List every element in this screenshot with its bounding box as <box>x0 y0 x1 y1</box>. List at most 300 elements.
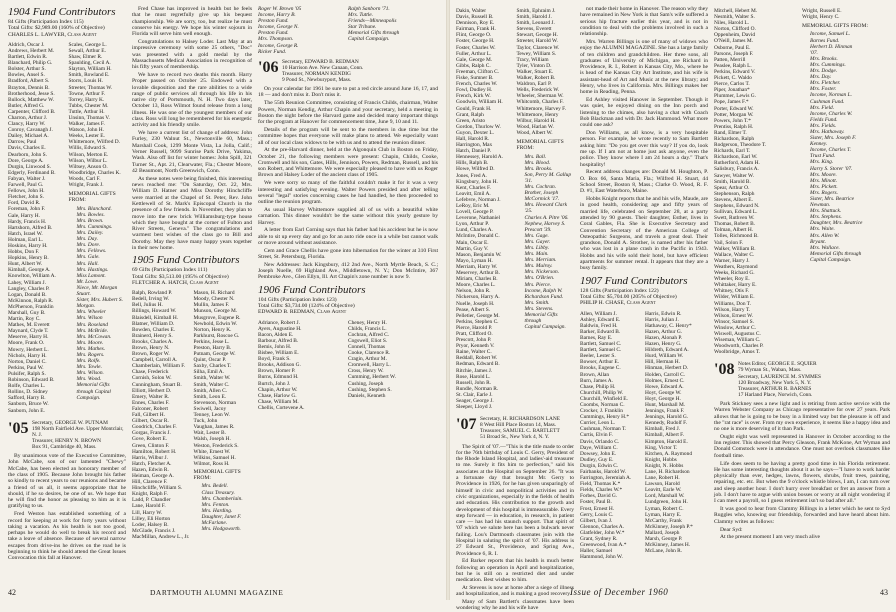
contributor-name: Hobbs, Don F. <box>8 249 40 256</box>
box07-secretary: Secretary, H. RICHARDSON LANE <box>480 416 561 423</box>
contributor-name: Daniels, Kenneth <box>348 392 386 399</box>
article-paragraph: New Addresses: Jack Kingsbury, 412 2nd Ave., North Myrtle Beach, S. C.; Joseph Nuelle, 69 Highland Ave., Middletown, N. Y.; Don McIntire, 367 Pembroke Ave., Glen Ellyn, Ill. Art Chapin's zone number is now 9. <box>258 261 438 281</box>
fund-1907-names-a <box>580 311 642 561</box>
contributor-name: Smith, Harold J. <box>516 14 552 21</box>
class-box-05 <box>8 420 126 450</box>
contributor-name: Lyman, Harry E. <box>645 511 682 518</box>
right-column-2 <box>580 6 708 578</box>
memorial-giver: Roger W. Brown '05 <box>258 6 302 12</box>
box06-treasurer: Treasurer, NORMAN KENDIG <box>282 70 351 77</box>
fund-1907-memorial-list <box>810 31 888 263</box>
article-paragraph: As these notes were being finished, this interesting news reached me: "On Saturday, Oct. 22, Mrs. William D. Hatner and Miss Dorothy Hinchcliffe were married at the Chapel of St. Peter, Rev. John Kettlewell of St. Mark's Episcopal Church in the presence of a few friends. In November, they plan to move into the new brick Williamsburg-type house which they have bought at the corner of Fulton and River Streets, Geneva." The congratulations and warmest best wishes of the class go to Bill and Dorothy. May they have many happy years together in their new home. <box>132 175 252 251</box>
memorial-giver: Memorial Gifts through <box>524 312 558 325</box>
contributor-name: Bartlett, Samuel C. <box>580 341 622 348</box>
contributor-name: Emery, Walter R. <box>132 393 170 400</box>
contributor-name: Seager, George J. <box>456 398 494 404</box>
box08-treasurer: Treasurer, ARTHUR R. BARNES <box>738 385 812 392</box>
memorial-giver: Mrs. King. <box>810 159 834 166</box>
contributor-name: French, Charles W. <box>456 81 498 88</box>
memorial-giver: Son, Perry M. Gallup <box>524 171 572 178</box>
contributor-name: Goodwin, William H. <box>456 99 503 106</box>
memorial-giver: Mrs. Roseland <box>76 321 108 328</box>
memorial-giver: Mrs. Stevens. <box>524 305 554 312</box>
article-paragraph: As usual Harvey Whittemore supplied all of us with a beautiful white carnation. This dinner wouldn't be the same without this yearly gesture by Harvey. <box>258 206 438 226</box>
contributor-name: Foster, Paul B. <box>580 499 612 506</box>
contributor-name: Whitney, Otis F. <box>714 288 750 295</box>
article-paragraph: Ed Barker reports that his health is much better following an operation in April and hospitalization, but he is still on a restricted diet and under medication. Best wishes to him. <box>456 558 574 584</box>
contributor-name: Ayers, Augustine H. <box>258 325 302 332</box>
fund-1905-names-a <box>132 290 191 540</box>
contributor-name: Rose, Harold L. <box>456 373 491 380</box>
contributor-name: Munson, George M. <box>193 308 238 315</box>
contributor-name: Brown, Henry N. <box>132 345 170 352</box>
contributor-name: Vaughan, James R. <box>193 424 235 431</box>
contributor-name: Lane, Harold F. <box>132 503 166 510</box>
contributor-name: Foreman, John F. <box>8 206 46 213</box>
contributor-name: Pease, Albert S. <box>456 306 491 313</box>
memorial-giver: Bryant. <box>810 238 827 245</box>
contributor-name: Nelson, John R. <box>456 288 491 295</box>
contributor-name: Parsons, Joseph F. <box>714 50 754 57</box>
contributor-name: Taylor, Clarence W. <box>516 44 560 51</box>
class-year-07: '07 <box>456 416 477 434</box>
contributor-name: Miriam, Charles B. <box>456 276 498 283</box>
contributor-name: Vail, Solon F. <box>714 239 744 246</box>
contributor-name: Bartlett, Edwin R. <box>8 54 48 61</box>
memorial-giver: Miss Lamont. <box>76 272 106 279</box>
contributor-name: Lyon, Arthur P. <box>456 221 489 228</box>
memorial-giver: Income, Charles W. <box>810 110 853 117</box>
contributor-name: Fowl, Dudley H. <box>456 87 493 94</box>
contributor-name: Nickerson, Harry A. <box>456 294 500 301</box>
box05-treasurer-address: Box 91, Cambridge 40, Mass. <box>32 443 97 450</box>
contributor-name: Chellis, Cortevene A. <box>258 404 305 411</box>
contributor-name: Hazen, Henry G. <box>645 341 682 348</box>
memorial-giver: Richardson Fund. <box>524 293 564 300</box>
memorial-giver: Class Treasury. <box>201 489 235 496</box>
memorial-giver: Mrs. Rogers. <box>810 189 839 196</box>
memorial-giver: Income, Norman L. <box>810 92 852 99</box>
class-box-07 <box>456 416 574 440</box>
contributor-name: Lilley, Eli Horton <box>132 515 171 522</box>
memorial-giver: Mrs. McCowan. <box>76 333 112 340</box>
contributor-name: Peaslee, Ralph L. <box>714 62 752 69</box>
contributor-name: Mowry, Herbert L. <box>8 346 49 353</box>
contributor-name: Tracy, William <box>516 56 549 63</box>
memorial-giver: Mrs. Pierce. <box>524 281 552 288</box>
fund-1905-memorial-title: MEMORIAL GIFTS FROM: <box>193 468 241 482</box>
memorial-giver: Mrs. Hall. <box>76 260 99 267</box>
contributor-name: White, Ernest W. <box>193 448 231 455</box>
article-paragraph: On your calendar for 1961 be sure to put a red circle around June 16, 17, and 18 — and don't miss it. Don't miss it. <box>258 86 438 99</box>
contributor-name: Wood, Albert W. <box>516 129 553 136</box>
contributor-name: Lyman, Robert C. <box>645 505 684 512</box>
contributor-name: Weston, Frederick S. <box>193 442 239 449</box>
contributor-name: Harris, Edwin R. <box>645 310 682 317</box>
contributor-name: Farrington, Jeremiah A. <box>580 475 632 482</box>
box06-address: 10 Harrison Ave. New Canaan, Conn. <box>282 64 364 71</box>
contributor-name: Bell, Julius H. <box>132 302 163 309</box>
article-paragraph: Mrs. Warren Billings is one of many of widows who enjoy the ALUMNI MAGAZINE. She has a large family of ten children and grandchildren. Her three sons, all graduates of University of Michigan, are Richard in Providence, R. I., Robert in Kansas City, Mo., where he is head of the Kansas City Art Institute, and his wife is assistant-head of Art and Music at the new library; and Henry, who lives in California. Mrs. Billings makes her home in Reading, Penna. <box>580 38 708 96</box>
contributor-name: Davis, Charles E. <box>8 145 46 152</box>
contributor-name: Brooks, Eugene C. <box>580 365 621 372</box>
contributor-name: Martin, Roy C. <box>8 316 41 323</box>
fund-1907-memorial-title: MEMORIAL GIFTS FROM: <box>802 23 868 30</box>
memorial-giver: Preston Fund. <box>258 18 289 25</box>
contributor-name: Forbes, David G. <box>580 493 618 500</box>
contributor-name: Frost, Ernest H. <box>580 505 615 512</box>
contributor-name: Brainerd, Henry S. <box>132 332 173 339</box>
contributor-name: Hoskins, Harry H. <box>8 242 48 249</box>
contributor-name: Mayo, Lyman H. <box>456 257 493 264</box>
contributor-name: Gale, George M. <box>456 56 493 63</box>
memorial-giver: Mrs. Cochran. <box>524 184 557 191</box>
contributor-name: Hill, Clarence F. <box>132 479 168 486</box>
contributor-name: Hill, Herman H. <box>645 359 681 366</box>
contributor-name: Perkins, Stephen C. <box>456 318 499 325</box>
contributor-name: Howe, Edward A. <box>645 383 684 390</box>
article-paragraph: At the present moment I am very much alive <box>720 534 821 541</box>
contributor-name: Ennes, Charles F. <box>132 399 170 406</box>
memorial-giver: '25. <box>524 208 533 215</box>
memorial-giver: '31. <box>524 177 533 184</box>
contributor-name: Cummings, Henry H.* <box>580 414 630 421</box>
contributor-name: Hamilton, Robert H. <box>132 448 177 455</box>
contributor-name: Whittaker, Harry E. <box>714 282 757 289</box>
contributor-name: Chase, William M. <box>258 398 299 405</box>
contributor-name: Parkhurst, Roscoe G. <box>193 332 240 339</box>
contributor-name: Mason, Benjamin W. <box>456 251 502 258</box>
fund-1906-names-b <box>348 320 434 411</box>
contributor-name: Brown, Roger W. <box>132 351 170 358</box>
contributor-name: Green, Clinton F. <box>132 442 170 449</box>
contributor-name: Blatner, William D. <box>132 320 175 327</box>
contributor-name: Stephenson, Ralph <box>714 190 755 197</box>
article-paragraph: Recent address changes are: Donald M. Houghton, P. O. Box 66, Santa Maria, Fla.; Wilfred H. Stuart, 44 School Street, Boston 8, Mass.; Clarke O. Wood, R. F. D. #1, East Waterboro, Maine. <box>580 169 708 195</box>
contributor-name: Newbold, Edwin W. <box>193 320 238 327</box>
contributor-name: Marsh, George P. <box>645 536 683 543</box>
contributor-name: Tolles, Richmond B. <box>714 233 759 240</box>
contributor-name: Wheeler, Roy E. <box>714 276 750 283</box>
right-col3-paragraphs <box>714 401 890 541</box>
contributor-name: Gerry, Louis C. <box>580 511 614 518</box>
memorial-giver: Mrs. Wilson. <box>76 370 104 377</box>
box08-secretary-address: 120 Broadway, New York 5, N. Y. <box>738 379 812 386</box>
contributor-name: Jennings, Harold G. <box>645 414 689 421</box>
contributor-name: Edgerly, Ferdinand B. <box>8 169 56 176</box>
memorial-giver: Ralph Sanborn '71. <box>348 6 390 12</box>
contributor-name: Clancy, Harry W. <box>8 121 46 128</box>
fund-1907-names-c <box>714 8 798 355</box>
contributor-name: Spaulding, Cecil A. <box>68 60 111 67</box>
memorial-giver: Mrs. Cummings. <box>810 61 846 68</box>
contributor-name: Hunt, Albert W. <box>8 261 43 268</box>
contributor-name: Pryor, Kenneth V. <box>456 343 495 350</box>
contributor-name: Gorgas, Francis J. <box>132 430 171 437</box>
contributor-name: Aldrich, Oscar J. <box>8 41 45 48</box>
contributor-name: French, Kirk W. <box>456 93 491 100</box>
contributor-name: Churchill, Philip W. <box>580 389 624 396</box>
contributor-name: Slayton, William H. <box>68 66 112 73</box>
contributor-name: Balph, Rowland P. <box>132 290 173 297</box>
contributor-name: Wiswell, Augustus C. <box>714 330 761 337</box>
contributor-name: Bullock, Matthew W. <box>8 96 55 103</box>
contributor-name: Connell, Thomas <box>348 344 386 350</box>
contributor-name: Pulsifer, Ralph S. <box>8 370 46 377</box>
fund-1904-names-b <box>69 42 127 188</box>
memorial-giver: Mrs. Ball. <box>524 153 547 160</box>
contributor-name: Wright, Frank J. <box>68 182 104 189</box>
contributor-name: Stevenson, Norman <box>193 399 237 406</box>
contributor-name: McLane, John R. <box>645 548 683 555</box>
fund-1904-lists <box>8 40 126 416</box>
contributor-name: Stevens, Everett <box>516 26 552 33</box>
contributor-name: Wilson, Wilbur L. <box>68 157 108 164</box>
contributor-name: Maynard, Clyde T. <box>8 328 49 335</box>
contributor-name: Hatch, Daniel P. <box>456 148 492 155</box>
memorial-giver: Mrs. Minott. <box>810 177 838 184</box>
contributor-name: Wright, Henry C. <box>802 14 840 21</box>
memorial-giver: Sister, Mrs. Beatrice <box>810 196 855 203</box>
contributor-name: Fletcher, John S. <box>8 194 45 201</box>
contributor-name: Childs, Francis L. <box>348 325 387 332</box>
contributor-name: Osborne, Paul E. <box>714 44 751 51</box>
contributor-name: Lundgreen, John H. <box>645 499 688 506</box>
contributor-name: Pierce, Carlos T. <box>714 81 750 88</box>
contributor-name: Gale, Harry H. <box>8 212 41 219</box>
memorial-giver: Mrs. Wood. <box>76 376 102 383</box>
left-column-2 <box>132 6 252 578</box>
memorial-giver: Income, Samuel L. <box>810 31 851 38</box>
contributor-name: Davis, Orlando C. <box>580 438 620 445</box>
contributor-name: Main, Oscar E. <box>456 239 489 246</box>
contributor-name: Brayton, Dennis B. <box>8 84 50 91</box>
fund-1904-memorial-title: MEMORIAL GIFTS FROM: <box>68 191 116 204</box>
memorial-giver: Mrs. Wheeler <box>76 309 106 316</box>
left-footer: DARTMOUTH ALUMNI MAGAZINE <box>150 588 284 597</box>
contributor-name: Bemis, John H. <box>258 344 292 350</box>
contributor-name: Bacon, Alden E. <box>258 331 294 338</box>
memorial-giver: Herbert D. Hinman <box>810 43 853 50</box>
memorial-giver: Stuart. <box>76 291 92 298</box>
memorial-giver: Mrs. Dore. <box>76 242 101 249</box>
contributor-name: Smith, Leon E. <box>193 393 227 400</box>
contributor-name: O'Neill, James M. <box>714 38 754 45</box>
right-page-number: 43 <box>880 588 888 597</box>
fund-1905-gifts: 69 Gifts (Participation Index 111) <box>132 267 208 274</box>
contributor-name: Smith, Ephraim J. <box>516 8 556 14</box>
fund-1907-names-d <box>802 8 888 20</box>
contributor-name: Hatch, Israel W. <box>8 230 43 237</box>
contributor-name: Brooks, Addison G. <box>258 362 301 369</box>
contributor-name: Gilbert, Oscar R. <box>132 418 169 425</box>
contributor-name: Gould, Frank H. <box>456 105 492 112</box>
left-column-1 <box>8 6 126 578</box>
fund-1906-cont-names-a <box>456 8 514 410</box>
contributor-name: Bartlett, Samuel C. <box>580 347 622 354</box>
fund-1905-agent: FLETCHER A. HATCH, Class Agent <box>132 279 219 286</box>
contributor-name: Gove, Robert E. <box>132 436 168 443</box>
contributor-name: Lane, H. Richardson <box>645 469 690 475</box>
memorial-giver: Mrs. Fellows. <box>76 248 107 255</box>
issue-footer: Issue of December 1960 <box>570 587 669 597</box>
contributor-name: Fields, Charles W.* <box>580 487 623 494</box>
contributor-name: Marshall, Guy B. <box>8 310 46 317</box>
contributor-name: Harris, Wilbur J. <box>132 454 168 461</box>
contributor-name: Rutherford, Adam H. <box>714 160 760 167</box>
fund-1904-memorial-list <box>77 206 127 401</box>
contributor-name: King, Victor T. <box>645 444 678 451</box>
contributor-name: Hildreth, Edward A. <box>645 347 689 354</box>
contributor-name: Sewall, Arthur E. <box>68 47 106 54</box>
box05-treasurer: Treasurer, HENRY N. BROWN <box>32 437 102 444</box>
contributor-name: Blaisdell, Kimball H. <box>132 314 179 321</box>
memorial-giver: Trust Fund. <box>810 153 836 160</box>
memorial-giver: Mrs. Fenton. <box>201 501 230 508</box>
contributor-name: Fuller, Arthur L. <box>456 50 492 57</box>
memorial-giver: Income, Harry B. <box>258 12 296 19</box>
contributor-name: Meservey, Arthur B. <box>456 270 500 277</box>
contributor-name: Gibbs, Ralph C. <box>456 62 491 69</box>
contributor-name: Fall, Gilbert H. <box>132 412 165 419</box>
contributor-name: Bowden, Charles E. <box>132 326 176 333</box>
contributor-name: Ashley, Edward E. <box>580 316 621 323</box>
contributor-name: Holden, Carroll C. <box>645 371 686 378</box>
class-year-06: '06 <box>258 58 279 76</box>
memorial-giver: Mrs. Pickett. <box>810 183 838 190</box>
contributor-name: Chapin, Arthur W. <box>258 386 298 393</box>
memorial-giver: Mrs. Moore. <box>76 339 104 346</box>
contributor-name: Pickett, C. Waldo <box>714 75 752 82</box>
contributor-name: Wright, Russell E. <box>802 8 842 14</box>
article-paragraph: At Stevens is now at home after a siege of illness and hospitalization, and is making a good recovery. <box>456 585 574 598</box>
memorial-giver: Mrs. Day. <box>810 74 832 81</box>
fund-1907-gifts: 128 Gifts (Participation Index 122) <box>580 287 659 294</box>
contributor-name: Elliott, Herbert D. <box>132 387 172 394</box>
fund-1904-agent: CHARLES L. LAWYER, Class Agent <box>8 31 97 38</box>
contributor-name: Logan, Donald B. <box>8 291 47 298</box>
memorial-giver: Mrs. Dailey. <box>76 230 104 237</box>
contributor-name: McKinnon, Ralph R. <box>8 297 54 304</box>
memorial-giver: Nephew, Harvey S. <box>524 220 566 227</box>
contributor-name: Kitchen, A. Raymond <box>645 450 693 457</box>
contributor-name: Fabyan, Walter J. <box>8 175 46 182</box>
contributor-name: Dearborn, John S. <box>8 151 47 158</box>
contributor-name: Pope, James F.* <box>714 99 749 106</box>
memorial-giver: Brother, Joseph <box>524 190 559 197</box>
contributor-name: Brown, Homer P. <box>258 368 296 375</box>
contributor-name: Storrs, Louis H. <box>68 78 103 85</box>
contributor-name: Beeler, Lester S. <box>580 353 616 360</box>
contributor-name: Chamberlain, William F. <box>132 363 186 370</box>
contributor-name: Brooks, Charles A. <box>132 338 174 345</box>
contributor-name: Saxby, Charles T. <box>193 363 232 370</box>
memorial-giver: Mrs. O'Brien. <box>524 275 555 282</box>
article-paragraph: Life does seem to be having a pretty good time in his Florida retirement. He has some interesting thoughts about it as he says—"I have to work harder physically than ever, hedges, lawns, flowers, shrubs, fruit trees, painting, repairing, etc. etc. But when the 9 o'clock whistle blows, I am, I can turn over and sleep another hour. I don't hurry over breakfast or fret an answer from a job. I don't have to argue with union bosses or worry at all night wondering if I can meet a payroll, so I guess retirement isn't so bad after all." <box>714 460 890 505</box>
contributor-name: Barnes, Ray E. <box>580 334 613 341</box>
contributor-name: Walker, Robert B. <box>516 75 556 82</box>
memorial-giver: Memorial Gifts through <box>348 30 400 37</box>
memorial-giver: Mrs. Chamberlain. <box>201 495 243 502</box>
contributor-name: Carpenter, Clifford B. <box>8 108 56 115</box>
contributor-name: Plummer, Lewis G. <box>714 93 757 100</box>
contributor-name: Dore, George A. <box>8 157 44 164</box>
article-paragraph: The Spirit of '07.—"This is the title made to order for the 76th birthday of Louis C. Gerry, President of the Rhode Island Hospital, and ladies'-aid treasurer to me. Surely it fits him to perfection," said his associates at the Hospital on September 26. "It was a fortunate day that brought Mr. Gerry to Providence in 1926, for he has given unsparingly of himself in civic and nonpolitical activities and in civic organizations, especially in the fields of health and education. His contribution to the growth and development of this hospital is immeasurable. Every step forward — in education, in research, in patient care — has had his staunch support. That spirit of '07 which we salute here has been a bulwark never failing. Lou's Dartmouth classmates join with the Hospital in saluting the spirit of '07. His address is 27 Edward St., Providence, and Spring Ave., Providence 6, R. I. <box>456 443 574 557</box>
contributor-name: Charron, Arthur J. <box>8 115 48 122</box>
contributor-name: Hinchcliffe, William S. <box>132 485 183 492</box>
memorial-giver: Mrs. Gale. <box>76 254 100 261</box>
contributor-name: Martin, Guy V. <box>456 245 489 252</box>
article-paragraph: Park Stickney sees a new light and is retiring from active service with the Warren Webster Company as Chicago representative for over 27 years. Park allows that he is going to be busy in a limited way but the pleasure is off and the "rat race" is over. From my own experience, it seems like a happy idea and no one is more deserving of it than Park. <box>714 400 890 433</box>
memorial-giver: Mrs. Towle. <box>76 364 102 371</box>
contributor-name: Scales, George L. <box>68 41 107 48</box>
contributor-name: Russell, John R. <box>456 379 492 386</box>
contributor-name: Knowlton, William A. <box>8 273 56 280</box>
contributor-name: Burns, Edmund H. <box>258 374 299 381</box>
contributor-name: Bedell, Irving W. <box>132 296 170 303</box>
contributor-name: Dowsey, John E. <box>580 450 617 457</box>
contributor-name: Fairbanks, Harold W. <box>580 469 627 475</box>
article-paragraph: Ought eight was well represented in Hanover in October according to the Inn register. This showed that Percy Gleason, Frank McKone, Art Wyman and Donald Comstock were in attendance. One must not overlook classmates like football time. <box>714 433 890 459</box>
memorial-giver: Mrs. Bedell. <box>201 483 228 490</box>
fund-1906-gifts: 104 Gifts (Participation Index 123) <box>258 296 337 303</box>
contributor-name: Reddall, Robert W. <box>456 355 498 362</box>
contributor-name: Stevens, Albert E. <box>714 196 753 203</box>
contributor-name: Merriam, Harry W. <box>456 263 498 270</box>
contributor-name: Foster, George H. <box>456 38 495 45</box>
contributor-name: Cochran, Alfred C. <box>348 331 390 338</box>
contributor-name: Willis, Edward S. <box>68 145 107 152</box>
contributor-name: Ford, David R. <box>8 200 41 207</box>
contributor-name: Spear, Arthur O. <box>714 184 750 191</box>
contributor-name: Leavitt, Emil A. <box>456 190 491 197</box>
contributor-name: Hunt, Marshall M. <box>645 401 686 408</box>
contributor-name: Wilmot, Ross H. <box>193 460 230 467</box>
contributor-name: McGlade, Francis J. <box>132 527 176 534</box>
contributor-name: Holman, Earl L. <box>8 236 44 243</box>
contributor-name: Sanborn, John E. <box>8 407 45 414</box>
class-year-08: '08 <box>714 361 735 379</box>
contributor-name: Walker, James F. <box>68 121 105 128</box>
fund-1907-heading: 1907 Fund Contributors <box>580 274 688 287</box>
fund-1904-names-a <box>8 42 66 414</box>
memorial-giver: Barnes Fund. <box>810 37 840 44</box>
contributor-name: Moody, Chester N. <box>193 296 235 303</box>
contributor-name: Weathers, Raymond <box>714 263 758 270</box>
contributor-name: Coombs, Norman C. <box>580 401 625 408</box>
contributor-name: Nuelle, Joseph H. <box>456 300 495 307</box>
contributor-name: Howe, Wilfred D. <box>456 166 495 173</box>
article-paragraph: We have to record two deaths this month. Harry Proper passed on October 25. Endowed with a lovable disposition and the rare abilities to a wide range of public services all through his life in his native city of Portsmouth, N. H. Two days later, October 13, Ross Wilmot found release from a long illness. He was one of the youngest members of our class. Ross will long be remembered for his energetic activity and his friendly smile. <box>132 71 252 129</box>
contributor-name: Williams, Don T. <box>714 300 752 307</box>
fund-1905-names-b <box>194 290 253 467</box>
contributor-name: Smith, Walter W. <box>193 375 231 382</box>
contributor-name: Sullivan, Edward L. <box>714 209 758 216</box>
contributor-name: Norton, Clifford O. <box>714 26 756 33</box>
contributor-name: Winslow, Arthur C. <box>714 324 756 331</box>
contributor-name: Cornish, Solon W. <box>132 375 172 382</box>
class-box-06 <box>258 59 438 83</box>
contributor-name: Durgin, Linwood S. <box>8 163 52 170</box>
contributor-name: Currier, Leon L. <box>580 420 616 427</box>
contributor-name: Hazen, Arthur G. <box>645 328 683 335</box>
contributor-name: Moore, Charles L. <box>456 282 496 289</box>
contributor-name: Rodgerson, Theodore T. <box>714 142 767 149</box>
left-col2-paragraphs <box>132 6 252 251</box>
left-col3-paragraphs <box>258 86 438 281</box>
contributor-name: Sleeper, Lloyd J. <box>456 404 493 411</box>
contributor-name: Walker, William B. <box>714 245 756 252</box>
